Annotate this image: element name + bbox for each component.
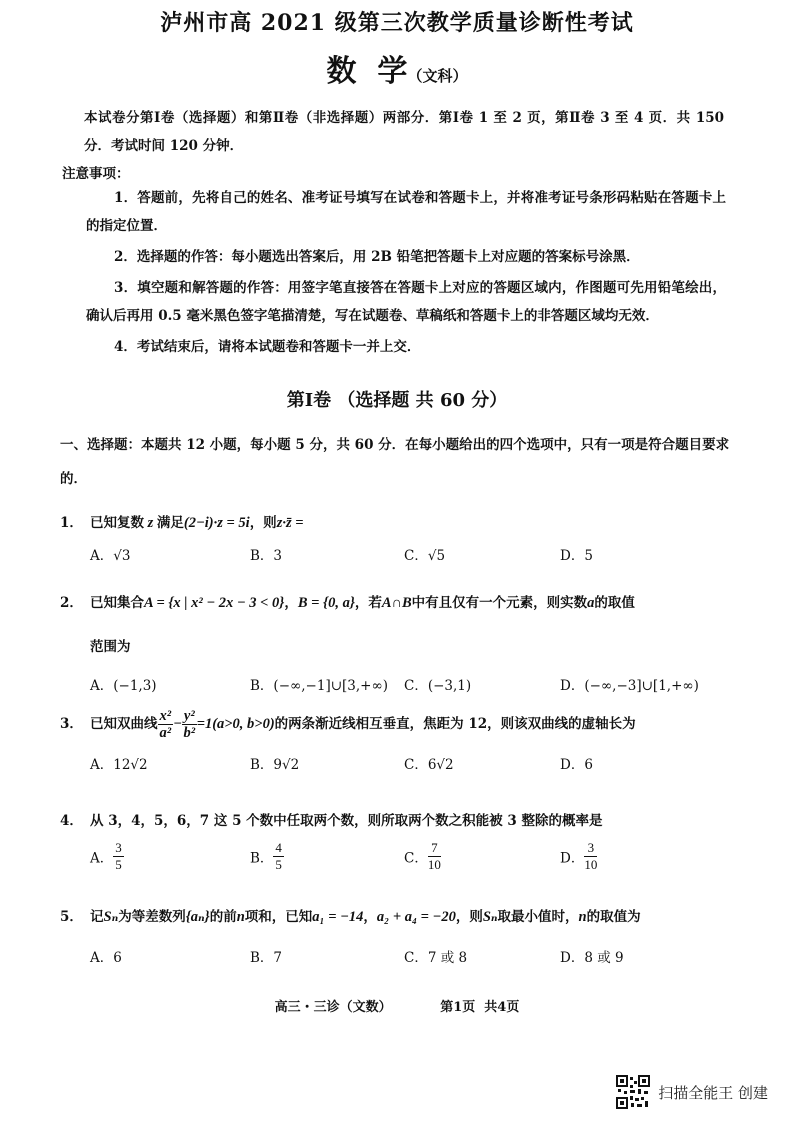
stem-text: 满足 xyxy=(156,515,184,531)
options-row xyxy=(60,753,732,783)
option-b[interactable]: B． $\frac{4}{5}$ xyxy=(250,840,282,872)
watermark-text: 扫描全能王 创建 xyxy=(658,1083,768,1102)
question-number: 2． xyxy=(60,595,83,611)
intro-text: 本试卷分第Ⅰ卷（选择题）和第Ⅱ卷（非选择题）两部分．第Ⅰ卷 1 至 2 页，第Ⅱ卷 3 至 4 页．共 150 分．考试时间 120 分钟． xyxy=(84,110,724,154)
note-item: 3．填空题和解答题的作答：用签字笔直接答在答题卡上对应的答题区域内，作图题可先用铅笔绘出，确认后再用 0.5 毫米黑色签字笔描清楚，写在试题卷、草稿纸和答题卡上的非答题区域均无效． xyxy=(86,280,726,324)
question-number: 1． xyxy=(60,515,83,531)
option-a[interactable]: A．12√2 xyxy=(90,757,148,773)
option-c[interactable]: C． $\frac{7}{10}$ xyxy=(404,840,441,872)
question-number: 4． xyxy=(60,813,83,829)
option-d[interactable]: D．5 xyxy=(560,548,593,564)
subject-name: 数 学 xyxy=(326,54,408,89)
question-stem: 2． 已知集合A = {x | x² − 2x − 3 < 0}，B = {0, a}，若A∩B中有且仅有一个元素，则实数a的取值 xyxy=(60,588,732,618)
note-item: 2．选择题的作答：每小题选出答案后，用 2B 铅笔把答题卡上对应题的答案标号涂黑． xyxy=(114,249,640,265)
option-b[interactable]: B．7 xyxy=(250,950,283,966)
option-a[interactable]: A．6 xyxy=(90,950,122,966)
stem-text: 已知复数 xyxy=(90,515,144,531)
option-d[interactable]: D． $\frac{3}{10}$ xyxy=(560,840,598,872)
option-c[interactable]: C．(−3,1) xyxy=(404,678,472,694)
exam-title: 泸州市高 2021 级第三次教学质量诊断性考试 xyxy=(160,10,634,36)
option-c[interactable]: C．7 或 8 xyxy=(404,950,468,966)
fraction: $\frac{\text{y²}}{\text{b²}}$ xyxy=(183,708,196,741)
option-b[interactable]: B．3 xyxy=(250,548,283,564)
option-d[interactable]: D．(−∞,−3]∪[1,+∞) xyxy=(560,678,699,694)
question-3 xyxy=(60,708,732,783)
question-stem: 5． 记Sₙ为等差数列{aₙ}的前n项和，已知a₁ = −14，a₂ + a₄ = −20，则Sₙ取最小值时，n的取值为 xyxy=(60,902,732,932)
note-item: 4．考试结束后，请将本试题卷和答题卡一并上交． xyxy=(114,339,421,355)
question-4 xyxy=(60,806,732,884)
option-d[interactable]: D．6 xyxy=(560,757,593,773)
question-number: 3． xyxy=(60,716,83,732)
subject-track: （文科） xyxy=(407,67,468,85)
question-1 xyxy=(60,508,732,574)
notes-heading: 注意事项： xyxy=(62,166,130,182)
option-c[interactable]: C．6√2 xyxy=(404,757,454,773)
stem-text: 从 3，4，5，6，7 这 5 个数中任取两个数，则所取两个数之积能被 3 整除的概率是 xyxy=(90,813,603,829)
stem-math: (2−i)·z = 5i xyxy=(183,515,250,531)
options-row xyxy=(60,544,732,574)
question-2 xyxy=(60,588,732,704)
stem-text: ，则 xyxy=(249,515,277,531)
question-number: 5． xyxy=(60,909,83,925)
question-5 xyxy=(60,902,732,976)
subject-title xyxy=(0,46,794,90)
options-row xyxy=(60,674,732,704)
options-row xyxy=(60,840,732,884)
option-c[interactable]: C．√5 xyxy=(404,548,446,564)
note-item: 1．答题前，先将自己的姓名、准考证号填写在试卷和答题卡上，并将准考证号条形码粘贴在答题卡上的指定位置． xyxy=(86,190,726,234)
question-stem: 1． 已知复数 z 满足(2−i)·z = 5i，则z·z̄ = xyxy=(60,508,732,538)
section-title: 第Ⅰ卷 （选择题 共 60 分） xyxy=(286,390,508,411)
fraction: $\frac{\text{x²}}{\text{a²}}$ xyxy=(159,708,172,741)
option-b[interactable]: B．9√2 xyxy=(250,757,300,773)
options-row xyxy=(60,946,732,976)
footer-right: 第1页 共4页 xyxy=(440,1000,520,1015)
part-heading: 一、选择题：本题共 12 小题，每小题 5 分，共 60 分．在每小题给出的四个选项中，只有一项是符合题目要求的． xyxy=(60,437,730,487)
notes-list xyxy=(86,184,726,364)
scanner-watermark xyxy=(616,1074,768,1110)
page-footer xyxy=(0,996,794,1015)
option-a[interactable]: A．(−1,3) xyxy=(90,678,157,694)
qr-code-icon xyxy=(616,1075,650,1109)
footer-left: 高三・三诊（文数） xyxy=(274,1000,392,1015)
option-a[interactable]: A． $\frac{3}{5}$ xyxy=(90,840,122,872)
question-stem: 3． 已知双曲线 $\frac{\text{x²}}{\text{a²}}$ − $\frac{\text{y²}}{\text{b²}}$ =1(a>0, b>0)的两条渐近线相互垂直，焦距为 12，则该双曲线的虚轴长为 xyxy=(60,708,636,741)
question-stem xyxy=(60,806,732,836)
question-stem-cont: 范围为 xyxy=(90,639,131,655)
stem-math: z·z̄ = xyxy=(276,515,304,531)
option-b[interactable]: B．(−∞,−1]∪[3,+∞) xyxy=(250,678,388,694)
option-a[interactable]: A．√3 xyxy=(90,548,131,564)
option-d[interactable]: D．8 或 9 xyxy=(560,950,624,966)
